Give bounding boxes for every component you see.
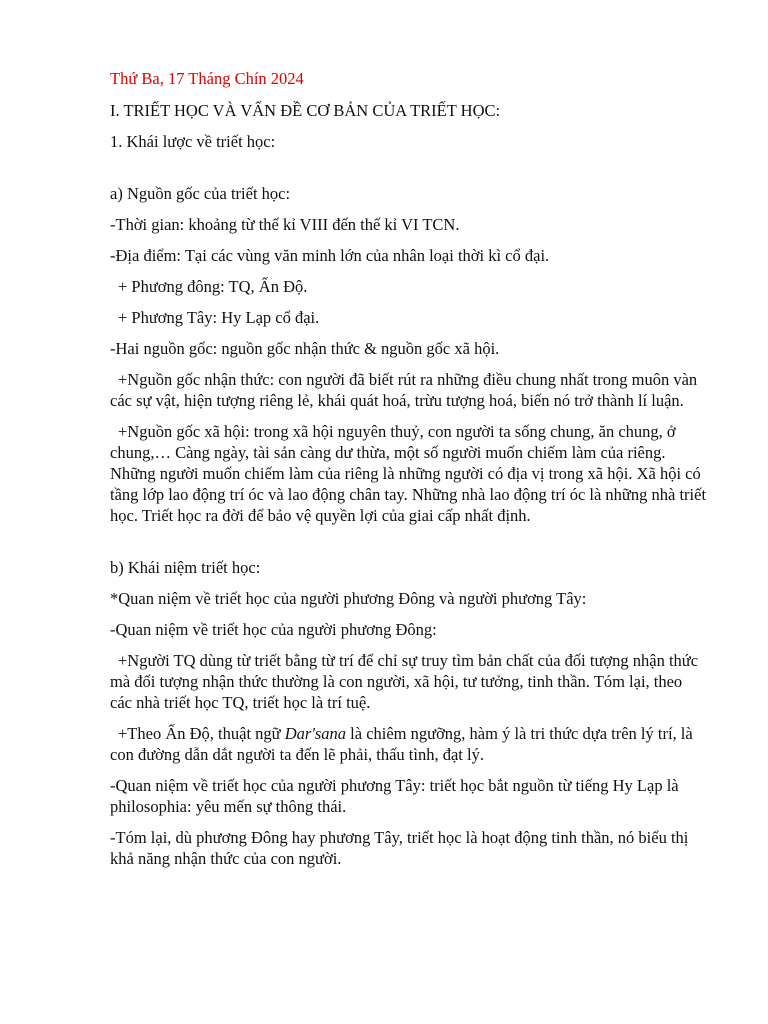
heading-subsection-1: 1. Khái lược về triết học: <box>110 132 276 151</box>
paragraph-western-concept: -Quan niệm về triết học của người phương Tây: triết học bắt nguồn từ tiếng Hy Lạp là philosophia: yêu mến sự thông thái. <box>110 776 679 816</box>
paragraph-indian-view <box>110 723 708 765</box>
indian-view-pre: +Theo Ấn Độ, thuật ngữ <box>118 724 285 743</box>
social-origin-text: +Nguồn gốc xã hội: trong xã hội nguyên thuỷ, con người ta sống chung, ăn chung, ở chung,… Càng ngày, tài sản càng dư thừa, một số người muốn chiếm làm của riêng. Những người muốn chiếm làm của riêng là những người có địa vị trong xã hội. Xã hội có tầng lớp lao động trí óc và lao động chân tay. Những nhà lao động trí óc là những nhà triết học. Triết học ra đời để bảo vệ quyền lợi của giai cấp nhất định. <box>110 422 707 525</box>
heading-concept: b) Khái niệm triết học: <box>110 558 261 577</box>
paragraph-time: -Thời gian: khoảng từ thế kỉ VIII đến thế kỉ VI TCN. <box>110 215 460 234</box>
cognitive-origin-text: +Nguồn gốc nhận thức: con người đã biết rút ra những điều chung nhất trong muôn vàn các sự vật, hiện tượng riêng lẻ, khái quát hoá, trừu tượng hoá, biến nó trở thành lí luận. <box>110 370 698 410</box>
darsana-term: Dar'sana <box>284 724 347 743</box>
paragraph-summary: -Tóm lại, dù phương Đông hay phương Tây, triết học là hoạt động tinh thần, nó biểu thị khả năng nhận thức của con người. <box>110 828 689 868</box>
document-date: Thứ Ba, 17 Tháng Chín 2024 <box>110 69 304 88</box>
paragraph-eastern-concept: -Quan niệm về triết học của người phương Đông: <box>110 620 437 639</box>
paragraph-cognitive-origin <box>110 369 708 411</box>
blank-line <box>110 162 708 183</box>
heading-section-1: I. TRIẾT HỌC VÀ VẤN ĐỀ CƠ BẢN CỦA TRIẾT HỌC: <box>110 101 501 120</box>
paragraph-social-origin <box>110 421 708 526</box>
paragraph-concepts-east-west: *Quan niệm về triết học của người phương Đông và người phương Tây: <box>110 589 587 608</box>
chinese-view-text: +Người TQ dùng từ triết bằng từ trí để chỉ sự truy tìm bản chất của đối tượng nhận thức mà đối tượng nhận thức thường là con người, xã hội, tư tưởng, tinh thần. Tóm lại, theo các nhà triết học TQ, triết học là trí tuệ. <box>110 651 699 712</box>
paragraph-two-origins: -Hai nguồn gốc: nguồn gốc nhận thức & nguồn gốc xã hội. <box>110 339 500 358</box>
indian-view-post: là chiêm ngưỡng, hàm ý là tri thức dựa trên lý trí, là con đường dẫn dắt người ta đến lẽ phải, thấu tình, đạt lý. <box>110 724 693 764</box>
paragraph-west: + Phương Tây: Hy Lạp cổ đại. <box>118 308 320 327</box>
heading-origin: a) Nguồn gốc của triết học: <box>110 184 291 203</box>
paragraph-east: + Phương đông: TQ, Ấn Độ. <box>118 277 308 296</box>
paragraph-place: -Địa điểm: Tại các vùng văn minh lớn của nhân loại thời kì cổ đại. <box>110 246 550 265</box>
blank-line <box>110 536 708 557</box>
paragraph-chinese-view <box>110 650 708 713</box>
